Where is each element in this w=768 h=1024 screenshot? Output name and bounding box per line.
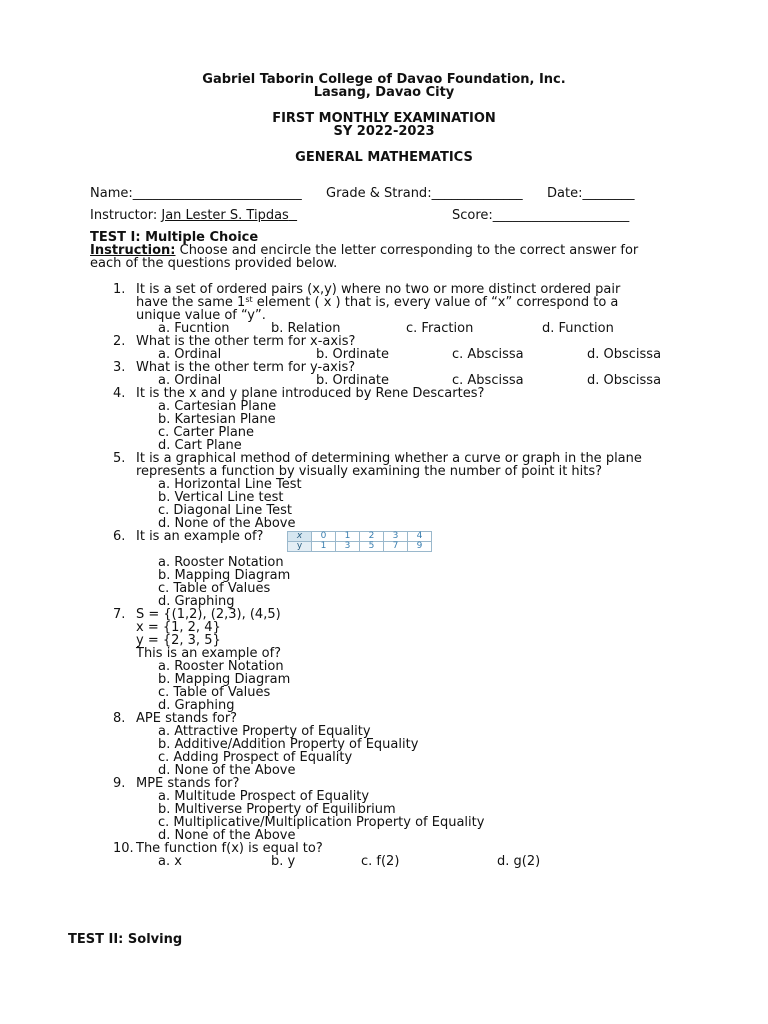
grade-label: Grade & Strand: (326, 186, 432, 201)
q9-text: MPE stands for? (136, 776, 240, 791)
q1-text-line2: have the same 1st element ( x ) that is, every value of “x” correspond to a (136, 295, 619, 310)
q2-number: 2. (113, 334, 126, 349)
q6-choice-a[interactable]: a. Rooster Notation (158, 555, 284, 570)
q7-set-x: x = {1, 2, 4} (136, 620, 221, 635)
score-field[interactable] (452, 209, 629, 222)
q1-choice-d[interactable]: d. Function (542, 321, 614, 336)
q5-choice-c[interactable]: c. Diagonal Line Test (158, 503, 292, 518)
q2-choice-a[interactable]: a. Ordinal (158, 347, 222, 362)
q5-number: 5. (113, 451, 126, 466)
q7-choice-c[interactable]: c. Table of Values (158, 685, 271, 700)
q5-choice-b[interactable]: b. Vertical Line test (158, 490, 284, 505)
table-cell: 1 (336, 532, 360, 542)
q7-choice-b[interactable]: b. Mapping Diagram (158, 672, 291, 687)
q6-text: It is an example of? (136, 529, 264, 544)
table-y-label: y (288, 542, 312, 552)
grade-blank: ______________ (431, 186, 523, 201)
q7-text: This is an example of? (136, 646, 282, 661)
test2-title: TEST II: Solving (68, 932, 183, 947)
q2-text: What is the other term for x-axis? (136, 334, 356, 349)
q3-choice-a[interactable]: a. Ordinal (158, 373, 222, 388)
q4-number: 4. (113, 386, 126, 401)
q9-choice-a[interactable]: a. Multitude Prospect of Equality (158, 789, 370, 804)
q2-choice-c[interactable]: c. Abscissa (452, 347, 524, 362)
q8-choice-b[interactable]: b. Additive/Addition Property of Equality (158, 737, 419, 752)
q7-set-s: S = {(1,2), (2,3), (4,5) (136, 607, 281, 622)
school-year: SY 2022-2023 (333, 124, 435, 139)
q1-text-line1: It is a set of ordered pairs (x,y) where no two or more distinct ordered pair (136, 282, 621, 297)
q6-choice-c[interactable]: c. Table of Values (158, 581, 271, 596)
name-label: Name: (90, 186, 133, 201)
q10-choice-d[interactable]: d. g(2) (497, 854, 541, 869)
q3-choice-b[interactable]: b. Ordinate (316, 373, 390, 388)
table-cell: 4 (408, 532, 432, 542)
q6-choice-b[interactable]: b. Mapping Diagram (158, 568, 291, 583)
subject-title: GENERAL MATHEMATICS (295, 150, 473, 165)
instructor-name: Jan Lester S. Tipdas (161, 208, 289, 223)
q4-text: It is the x and y plane introduced by Rene Descartes? (136, 386, 485, 401)
q8-text: APE stands for? (136, 711, 238, 726)
q1-text-line3: unique value of “y”. (136, 308, 266, 323)
q4-choice-b[interactable]: b. Kartesian Plane (158, 412, 276, 427)
q8-choice-c[interactable]: c. Adding Prospect of Equality (158, 750, 353, 765)
q3-choice-c[interactable]: c. Abscissa (452, 373, 524, 388)
table-cell: 1 (312, 542, 336, 552)
table-cell: 3 (384, 532, 408, 542)
q5-choice-a[interactable]: a. Horizontal Line Test (158, 477, 302, 492)
q3-text: What is the other term for y-axis? (136, 360, 356, 375)
grade-strand-field[interactable] (326, 187, 523, 200)
name-blank: __________________________ (132, 186, 302, 201)
table-cell: 2 (360, 532, 384, 542)
q7-number: 7. (113, 607, 126, 622)
q4-choice-a[interactable]: a. Cartesian Plane (158, 399, 277, 414)
q7-choice-a[interactable]: a. Rooster Notation (158, 659, 284, 674)
q5-text-line2: represents a function by visually examining the number of point it hits? (136, 464, 603, 479)
score-label: Score: (452, 208, 493, 223)
q6-number: 6. (113, 529, 126, 544)
table-cell: 5 (360, 542, 384, 552)
q9-choice-d[interactable]: d. None of the Above (158, 828, 296, 843)
table-cell: 0 (312, 532, 336, 542)
q10-text: The function f(x) is equal to? (136, 841, 323, 856)
q10-choice-a[interactable]: a. x (158, 854, 182, 869)
name-field[interactable] (90, 187, 302, 200)
q10-choice-b[interactable]: b. y (271, 854, 296, 869)
q5-choice-d[interactable]: d. None of the Above (158, 516, 296, 531)
q2-choice-d[interactable]: d. Obscissa (587, 347, 662, 362)
school-address: Lasang, Davao City (313, 85, 455, 100)
q9-choice-c[interactable]: c. Multiplicative/Multiplication Property of Equality (158, 815, 485, 830)
exam-title: FIRST MONTHLY EXAMINATION (272, 111, 496, 126)
q9-choice-b[interactable]: b. Multiverse Property of Equilibrium (158, 802, 396, 817)
q1-choice-c[interactable]: c. Fraction (406, 321, 474, 336)
q1-choice-b[interactable]: b. Relation (271, 321, 341, 336)
q1-number: 1. (113, 282, 126, 297)
instructor-label: Instructor: (90, 208, 158, 223)
q5-text-line1: It is a graphical method of determining whether a curve or graph in the plane (136, 451, 642, 466)
instruction-text-2: each of the questions provided below. (90, 256, 338, 271)
date-label: Date: (547, 186, 583, 201)
instruction-text: Choose and encircle the letter corresponding to the correct answer for (175, 243, 639, 258)
date-blank: ________ (582, 186, 635, 201)
q8-choice-d[interactable]: d. None of the Above (158, 763, 296, 778)
table-row-x (288, 532, 432, 542)
q7-set-y: y = {2, 3, 5} (136, 633, 221, 648)
q10-choice-c[interactable]: c. f(2) (361, 854, 400, 869)
q2-choice-b[interactable]: b. Ordinate (316, 347, 390, 362)
table-of-values (287, 531, 432, 552)
q6-choice-d[interactable]: d. Graphing (158, 594, 235, 609)
table-cell: 7 (384, 542, 408, 552)
score-blank: _____________________ (492, 208, 630, 223)
q4-choice-c[interactable]: c. Carter Plane (158, 425, 255, 440)
q1-choice-a[interactable]: a. Fucntion (158, 321, 230, 336)
table-row-y (288, 542, 432, 552)
test1-title: TEST I: Multiple Choice (90, 230, 259, 245)
q7-choice-d[interactable]: d. Graphing (158, 698, 235, 713)
q3-choice-d[interactable]: d. Obscissa (587, 373, 662, 388)
date-field[interactable] (547, 187, 634, 200)
table-cell: 9 (408, 542, 432, 552)
q4-choice-d[interactable]: d. Cart Plane (158, 438, 242, 453)
q8-number: 8. (113, 711, 126, 726)
instruction-label: Instruction: (90, 243, 176, 258)
q8-choice-a[interactable]: a. Attractive Property of Equality (158, 724, 371, 739)
table-x-label: x (288, 532, 312, 542)
q10-number: 10. (113, 841, 134, 856)
table-cell: 3 (336, 542, 360, 552)
school-name: Gabriel Taborin College of Davao Foundation, Inc. (202, 72, 566, 87)
q9-number: 9. (113, 776, 126, 791)
instructor-line (90, 209, 297, 222)
q3-number: 3. (113, 360, 126, 375)
